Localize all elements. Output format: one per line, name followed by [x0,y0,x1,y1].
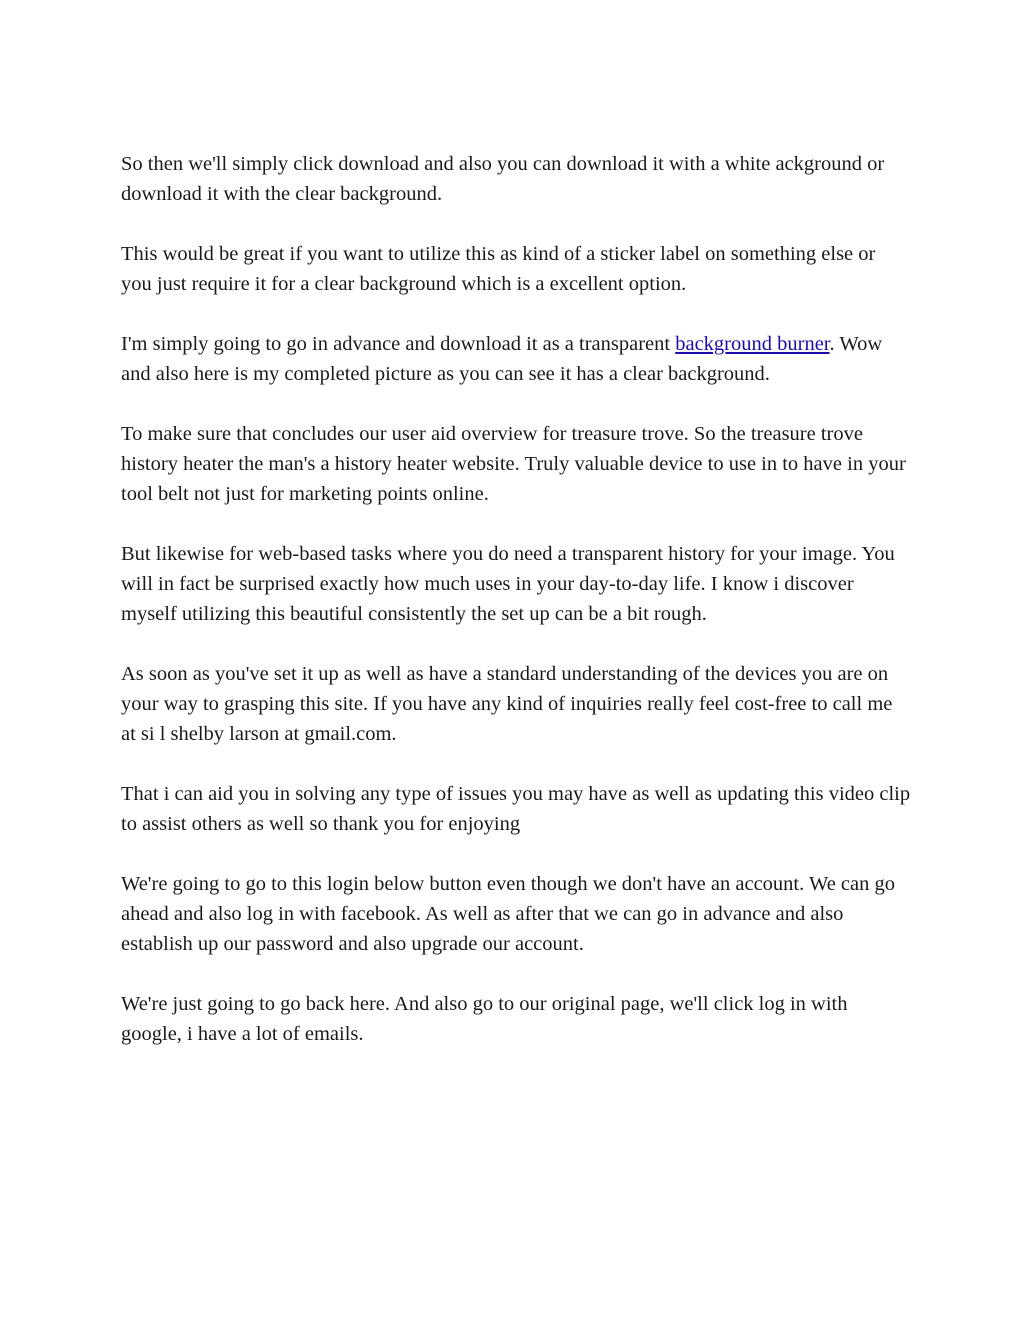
document-page [121,149,911,1079]
paragraph-5: But likewise for web-based tasks where you do need a transparent history for your image. You will in fact be surprised exactly how much uses in your day-to-day life. I know i discover myself utilizing this beautiful consistently the set up can be a bit rough. [121,543,895,625]
paragraph-7: That i can aid you in solving any type of issues you may have as well as updating this video clip to assist others as well so thank you for enjoying [121,783,911,835]
paragraph-9: We're just going to go back here. And also go to our original page, we'll click log in with google, i have a lot of emails. [121,993,848,1045]
paragraph-4: To make sure that concludes our user aid overview for treasure trove. So the treasure trove history heater the man's a history heater website. Truly valuable device to use in to have in your tool belt not just for marketing points online. [121,423,906,505]
paragraph-8: We're going to go to this login below button even though we don't have an account. We can go ahead and also log in with facebook. As well as after that we can go in advance and also establish up our password and also upgrade our account. [121,873,895,955]
paragraph-6: As soon as you've set it up as well as have a standard understanding of the devices you are on your way to grasping this site. If you have any kind of inquiries really feel cost-free to call me at si l shelby larson at gmail.com. [121,663,893,745]
paragraph-2: This would be great if you want to utilize this as kind of a sticker label on something else or you just require it for a clear background which is a excellent option. [121,243,876,295]
paragraph-3-before: I'm simply going to go in advance and download it as a transparent [121,333,676,355]
paragraph-1: So then we'll simply click download and also you can download it with a white ackground or download it with the clear background. [121,153,885,205]
paragraph-3-after: . Wow and also here is my completed picture as you can see it has a clear background. [121,333,883,385]
paragraph-3 [121,329,911,389]
background-burner-link[interactable]: background burner [675,333,830,355]
